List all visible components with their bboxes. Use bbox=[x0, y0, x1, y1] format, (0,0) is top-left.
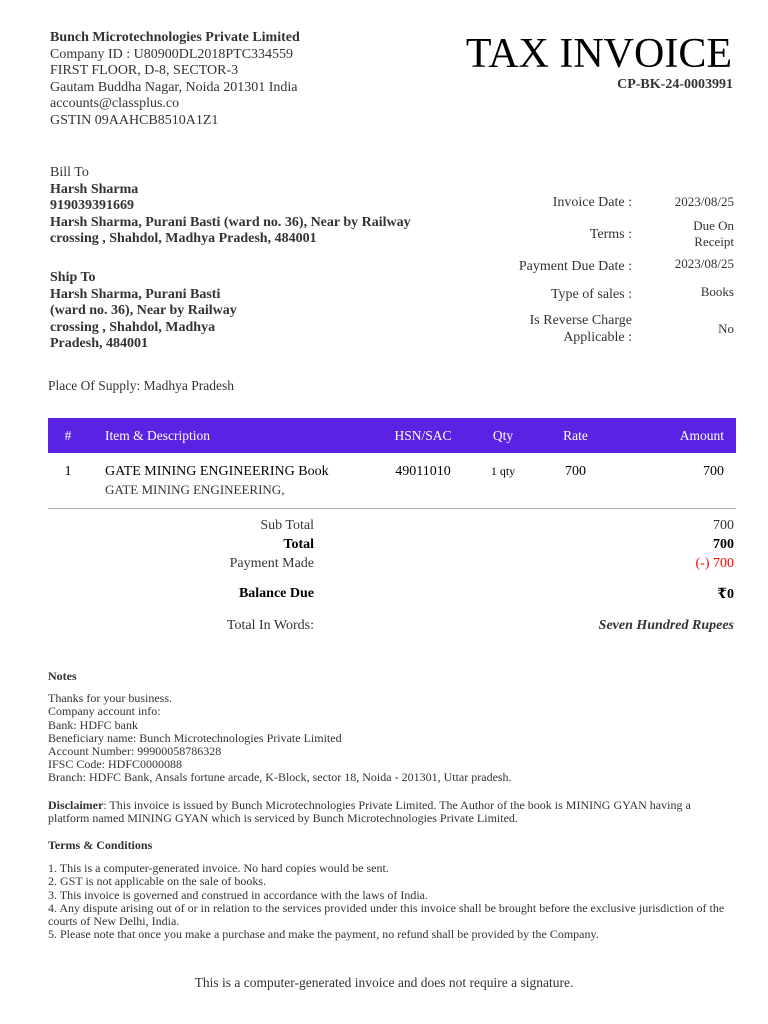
row-hsn: 49011010 bbox=[395, 464, 451, 479]
reverse-charge-value: No bbox=[718, 321, 734, 336]
company-id: Company ID : U80900DL2018PTC334559 bbox=[50, 46, 294, 62]
terms-item: 1. This is a computer-generated invoice. No hard copies would be sent. bbox=[48, 861, 389, 876]
table-header bbox=[48, 418, 736, 453]
company-gstin: GSTIN 09AAHCB8510A1Z1 bbox=[50, 112, 219, 128]
bill-to-heading: Bill To bbox=[50, 165, 89, 180]
table-row bbox=[48, 453, 736, 509]
type-of-sales-value: Books bbox=[700, 284, 734, 299]
disclaimer-text: : This invoice is issued by Bunch Microtechnologies Private Limited. The Author of the book is MINING GYAN having a platform named MINING GYAN which is serviced by Bunch Microtechnologies Private Limited. bbox=[48, 797, 691, 825]
ship-to-heading: Ship To bbox=[50, 270, 96, 285]
header-qty: Qty bbox=[492, 427, 514, 443]
terms-item: 3. This invoice is governed and construed in accordance with the laws of India. bbox=[48, 887, 428, 902]
company-address-line1: FIRST FLOOR, D-8, SECTOR-3 bbox=[50, 63, 239, 78]
terms-item: 5. Please note that once you make a purchase and make the payment, no refund shall be provided by the Company. bbox=[48, 927, 599, 942]
company-email: accounts@classplus.co bbox=[50, 96, 180, 111]
invoice-details bbox=[480, 190, 734, 348]
reverse-charge-label bbox=[480, 312, 640, 346]
notes-line: Branch: HDFC Bank, Ansals fortune arcade, K-Block, sector 18, Noida - 201301, Uttar pradesh. bbox=[48, 770, 512, 785]
payment-made-row bbox=[48, 556, 734, 586]
total-row bbox=[48, 537, 734, 556]
total-in-words-label: Total In Words: bbox=[226, 618, 314, 633]
ship-to-line1: Harsh Sharma, Purani Basti bbox=[50, 286, 221, 302]
total-in-words-row bbox=[48, 618, 734, 637]
company-block bbox=[50, 30, 300, 129]
notes-line: IFSC Code: HDFC0000088 bbox=[48, 757, 183, 772]
invoice-title: TAX INVOICE bbox=[465, 31, 732, 77]
reverse-charge-label-line1: Is Reverse Charge bbox=[529, 313, 632, 328]
terms-value-line1: Due On bbox=[693, 218, 734, 233]
notes-line: Company account info: bbox=[48, 704, 161, 719]
invoice-date-value: 2023/08/25 bbox=[674, 194, 734, 209]
notes-line: Beneficiary name: Bunch Microtechnologies Private Limited bbox=[48, 730, 342, 745]
terms-heading: Terms & Conditions bbox=[48, 838, 153, 853]
ship-to-block bbox=[50, 270, 250, 353]
disclaimer-label: Disclaimer bbox=[48, 797, 104, 812]
place-of-supply: Place Of Supply: Madhya Pradesh bbox=[48, 378, 234, 393]
notes-line: Account Number: 99900058786328 bbox=[48, 744, 222, 759]
bill-to-phone: 919039391669 bbox=[50, 198, 134, 213]
terms-value-line2: Receipt bbox=[694, 234, 734, 249]
header-item: Item & Description bbox=[105, 427, 210, 443]
terms-value bbox=[640, 218, 734, 250]
total-in-words-value: Seven Hundred Rupees bbox=[598, 618, 734, 633]
subtotal-value: 700 bbox=[713, 518, 734, 533]
total-label: Total bbox=[283, 537, 314, 552]
ship-to-line2: (ward no. 36), Near by Railway bbox=[50, 303, 237, 318]
balance-due-row bbox=[48, 586, 734, 618]
ship-to-line3: crossing , Shahdol, Madhya bbox=[50, 319, 216, 335]
payment-made-label: Payment Made bbox=[229, 556, 314, 571]
payment-due-value: 2023/08/25 bbox=[674, 256, 734, 271]
payment-made-value: (-) 700 bbox=[695, 556, 734, 571]
bill-to-address-line2: crossing , Shahdol, Madhya Pradesh, 484001 bbox=[50, 231, 317, 246]
balance-due-value: ₹0 bbox=[717, 587, 734, 602]
totals-block bbox=[48, 518, 734, 637]
row-qty: 1 qty bbox=[490, 464, 516, 478]
header-hsn: HSN/SAC bbox=[394, 427, 452, 443]
bill-to-name: Harsh Sharma bbox=[50, 181, 139, 197]
notes-section bbox=[48, 670, 728, 941]
bill-to-block bbox=[50, 165, 430, 248]
header-num: # bbox=[64, 427, 72, 443]
payment-due-label: Payment Due Date : bbox=[518, 259, 632, 274]
detail-type-of-sales bbox=[480, 280, 734, 310]
type-of-sales-label: Type of sales : bbox=[550, 287, 632, 302]
terms-item: 2. GST is not applicable on the sale of books. bbox=[48, 874, 267, 889]
disclaimer bbox=[48, 799, 728, 825]
detail-invoice-date bbox=[480, 190, 734, 216]
total-value: 700 bbox=[713, 537, 734, 552]
row-rate: 700 bbox=[565, 464, 586, 479]
row-item-description: GATE MINING ENGINEERING, bbox=[105, 482, 285, 497]
balance-due-label: Balance Due bbox=[238, 586, 314, 601]
invoice-date-label: Invoice Date : bbox=[552, 195, 632, 210]
header-rate: Rate bbox=[563, 427, 588, 443]
row-amount: 700 bbox=[703, 464, 724, 479]
row-item-name: GATE MINING ENGINEERING Book bbox=[105, 464, 329, 479]
header-amount: Amount bbox=[679, 427, 724, 443]
terms-label: Terms : bbox=[589, 226, 632, 242]
ship-to-line4: Pradesh, 484001 bbox=[50, 336, 148, 351]
notes-line: Bank: HDFC bank bbox=[48, 717, 138, 732]
detail-payment-due bbox=[480, 252, 734, 280]
terms-item: 4. Any dispute arising out of or in relation to the services provided under this invoice shall be brought before the exclusive jurisdiction of the courts of New Delhi, India. bbox=[48, 900, 725, 929]
signature-note: This is a computer-generated invoice and does not require a signature. bbox=[194, 975, 574, 990]
notes-heading: Notes bbox=[48, 669, 77, 683]
subtotal-label: Sub Total bbox=[260, 518, 314, 533]
items-table bbox=[48, 418, 736, 509]
detail-terms bbox=[480, 216, 734, 252]
company-name: Bunch Microtechnologies Private Limited bbox=[50, 30, 300, 45]
row-num: 1 bbox=[64, 464, 72, 479]
company-address-line2: Gautam Buddha Nagar, Noida 201301 India bbox=[50, 79, 298, 95]
detail-reverse-charge bbox=[480, 310, 734, 348]
reverse-charge-label-line2: Applicable : bbox=[563, 330, 632, 345]
subtotal-row bbox=[48, 518, 734, 537]
row-item-cell bbox=[88, 464, 378, 508]
notes-line: Thanks for your business. bbox=[48, 691, 172, 706]
bill-to-address-line1: Harsh Sharma, Purani Basti (ward no. 36), Near by Railway bbox=[50, 214, 411, 230]
invoice-number: CP-BK-24-0003991 bbox=[617, 77, 733, 92]
